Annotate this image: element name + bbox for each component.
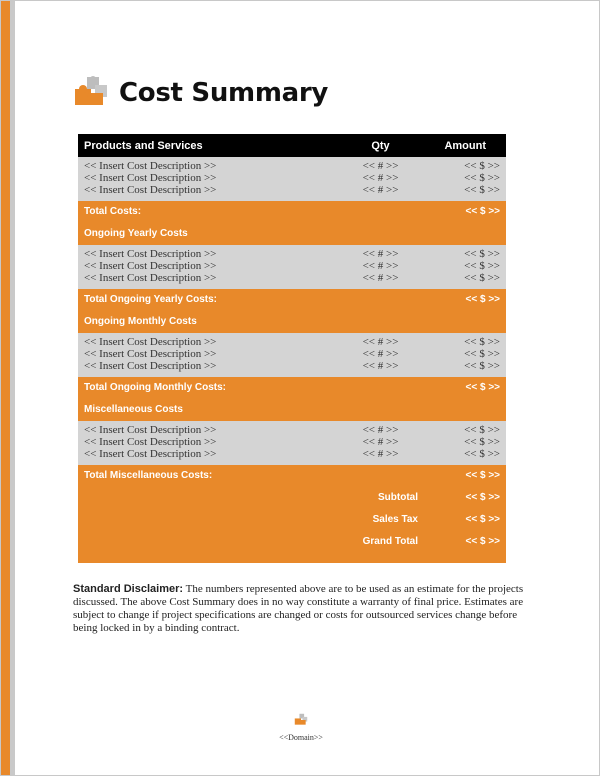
amount-cell: << $ >> — [464, 184, 500, 196]
table-row — [78, 336, 506, 348]
amount-cell: << $ >> — [464, 360, 500, 372]
table-row — [78, 184, 506, 196]
amount-cell: << $ >> — [464, 260, 500, 272]
section-total-block — [78, 289, 506, 333]
column-header-amount: Amount — [444, 139, 486, 152]
section-heading: Ongoing Monthly Costs — [84, 316, 197, 327]
section-total-value: << $ >> — [465, 382, 500, 393]
disclaimer — [73, 583, 533, 635]
column-header-products: Products and Services — [84, 139, 203, 152]
table-row — [78, 172, 506, 184]
qty-cell: << # >> — [362, 248, 399, 260]
footer-logo-icon — [294, 713, 308, 727]
table-row — [78, 248, 506, 260]
amount-cell: << $ >> — [464, 160, 500, 172]
amount-cell: << $ >> — [464, 248, 500, 260]
table-row — [78, 272, 506, 284]
table-sections — [78, 157, 506, 563]
qty-cell: << # >> — [362, 424, 399, 436]
summary-row — [78, 487, 506, 509]
cost-description-cell: << Insert Cost Description >> — [84, 448, 217, 460]
section-total-block — [78, 201, 506, 245]
cost-description-cell: << Insert Cost Description >> — [84, 172, 217, 184]
cost-description-cell: << Insert Cost Description >> — [84, 272, 217, 284]
disclaimer-text: The numbers represented above are to be used as an estimate for the projects discussed. The above Cost Summary does in no way constitute a warranty of final price. Estimates are subject to change if project specifications are changed or costs for outsourced services change before being locked in by a binding contract. — [73, 583, 524, 634]
summary-value: << $ >> — [465, 514, 500, 525]
left-grey-stripe — [10, 1, 15, 775]
cost-line-group — [78, 333, 506, 377]
section-total-label: Total Ongoing Yearly Costs: — [84, 294, 217, 305]
section-total-value: << $ >> — [465, 206, 500, 217]
table-row — [78, 424, 506, 436]
qty-cell: << # >> — [362, 184, 399, 196]
section-total-label: Total Ongoing Monthly Costs: — [84, 382, 227, 393]
cost-line-group — [78, 157, 506, 201]
table-row — [78, 448, 506, 460]
section-heading-row — [78, 399, 506, 421]
summary-row — [78, 531, 506, 553]
qty-cell: << # >> — [362, 260, 399, 272]
amount-cell: << $ >> — [464, 436, 500, 448]
section-total-row — [78, 201, 506, 223]
table-header-row — [78, 134, 506, 157]
section-heading: Miscellaneous Costs — [84, 404, 183, 415]
qty-cell: << # >> — [362, 348, 399, 360]
table-row — [78, 360, 506, 372]
qty-cell: << # >> — [362, 172, 399, 184]
amount-cell: << $ >> — [464, 348, 500, 360]
cost-description-cell: << Insert Cost Description >> — [84, 248, 217, 260]
qty-cell: << # >> — [362, 448, 399, 460]
page-footer — [1, 713, 600, 742]
section-total-block — [78, 377, 506, 421]
table-row — [78, 436, 506, 448]
amount-cell: << $ >> — [464, 424, 500, 436]
amount-cell: << $ >> — [464, 336, 500, 348]
disclaimer-label: Standard Disclaimer: — [73, 583, 184, 595]
cost-description-cell: << Insert Cost Description >> — [84, 160, 217, 172]
section-total-block — [78, 465, 506, 563]
table-row — [78, 260, 506, 272]
section-total-row — [78, 465, 506, 487]
page-header — [73, 73, 328, 113]
cost-description-cell: << Insert Cost Description >> — [84, 436, 217, 448]
section-total-label: Total Miscellaneous Costs: — [84, 470, 213, 481]
qty-cell: << # >> — [362, 436, 399, 448]
table-row — [78, 160, 506, 172]
page-title: Cost Summary — [119, 78, 329, 108]
cost-description-cell: << Insert Cost Description >> — [84, 260, 217, 272]
section-total-label: Total Costs: — [84, 206, 142, 217]
column-header-qty: Qty — [371, 139, 390, 152]
section-heading-row — [78, 311, 506, 333]
section-total-row — [78, 289, 506, 311]
section-heading-row — [78, 223, 506, 245]
qty-cell: << # >> — [362, 160, 399, 172]
cost-line-group — [78, 421, 506, 465]
cost-description-cell: << Insert Cost Description >> — [84, 348, 217, 360]
cost-description-cell: << Insert Cost Description >> — [84, 184, 217, 196]
cost-description-cell: << Insert Cost Description >> — [84, 424, 217, 436]
table-row — [78, 348, 506, 360]
amount-cell: << $ >> — [464, 272, 500, 284]
left-accent-stripe — [1, 1, 10, 775]
amount-cell: << $ >> — [464, 448, 500, 460]
cost-description-cell: << Insert Cost Description >> — [84, 360, 217, 372]
section-total-value: << $ >> — [465, 470, 500, 481]
section-total-row — [78, 377, 506, 399]
qty-cell: << # >> — [362, 272, 399, 284]
qty-cell: << # >> — [362, 336, 399, 348]
qty-cell: << # >> — [362, 360, 399, 372]
amount-cell: << $ >> — [464, 172, 500, 184]
cost-description-cell: << Insert Cost Description >> — [84, 336, 217, 348]
section-heading: Ongoing Yearly Costs — [84, 228, 188, 239]
puzzle-logo-icon — [73, 75, 109, 111]
footer-domain: <<Domain>> — [279, 733, 323, 742]
summary-value: << $ >> — [465, 536, 500, 547]
cost-line-group — [78, 245, 506, 289]
section-total-value: << $ >> — [465, 294, 500, 305]
summary-spacer — [78, 553, 506, 563]
summary-value: << $ >> — [465, 492, 500, 503]
summary-row — [78, 509, 506, 531]
summary-label: Subtotal — [378, 492, 418, 503]
summary-label: Sales Tax — [372, 514, 418, 525]
cost-table — [78, 134, 506, 563]
summary-label: Grand Total — [362, 536, 418, 547]
